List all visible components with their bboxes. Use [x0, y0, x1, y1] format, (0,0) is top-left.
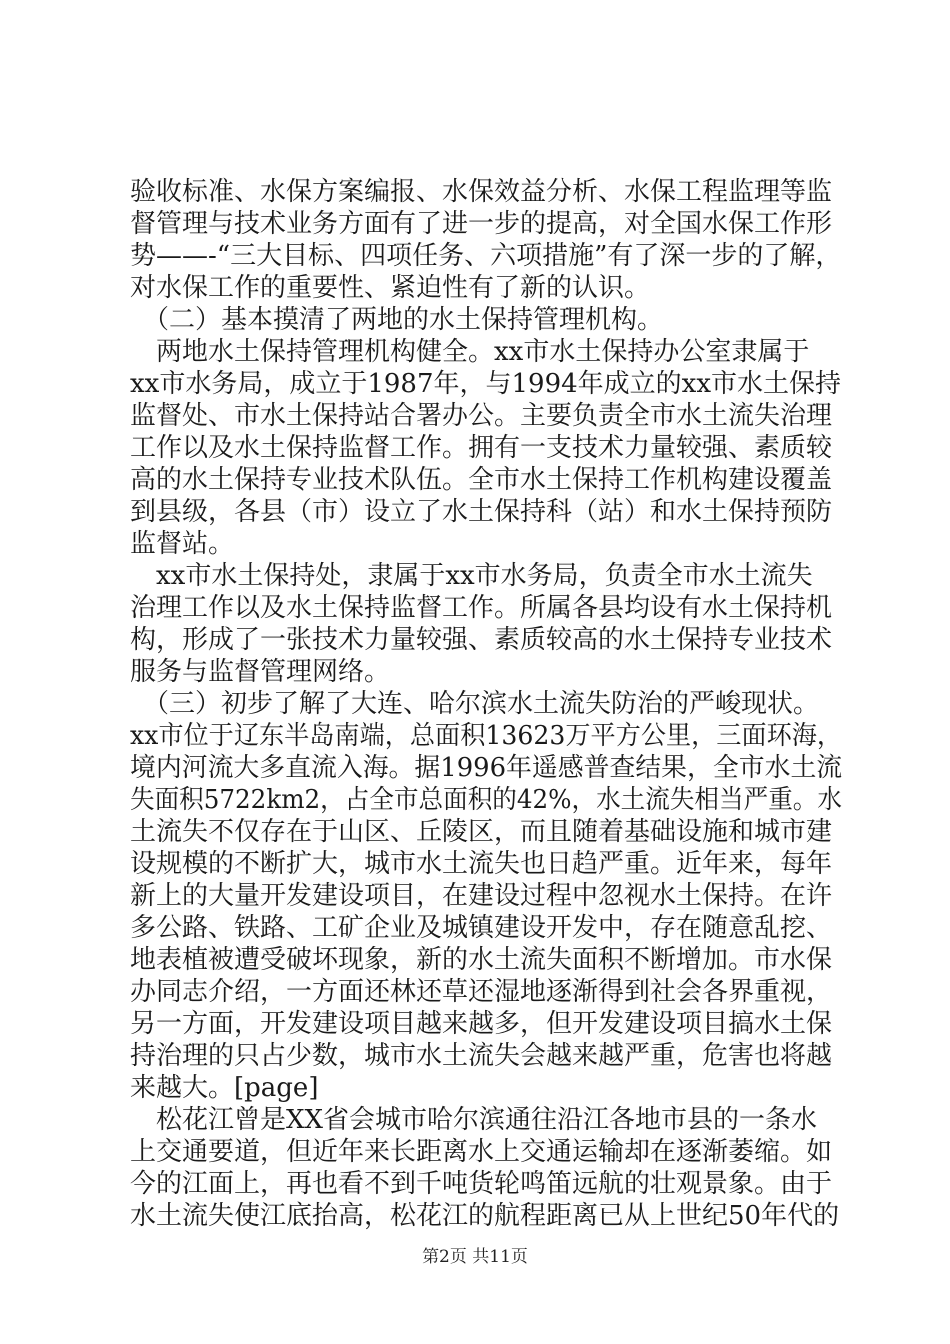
text-line: xx市水土保持处，隶属于xx市水务局，负责全市水土流失	[130, 561, 813, 591]
text-line: 土流失不仅存在于山区、丘陵区，而且随着基础设施和城市建	[130, 817, 833, 847]
text-line: 势——-“三大目标、四项任务、六项措施”有了深一步的了解，	[130, 241, 842, 271]
text-line: 松花江曾是XX省会城市哈尔滨通往沿江各地市县的一条水	[130, 1105, 818, 1135]
document-body	[130, 176, 842, 1232]
text-line: 验收标准、水保方案编报、水保效益分析、水保工程监理等监	[130, 177, 833, 207]
text-line: 工作以及水土保持监督工作。拥有一支技术力量较强、素质较	[130, 433, 833, 463]
text-line: 持治理的只占少数，城市水土流失会越来越严重，危害也将越	[130, 1041, 833, 1071]
text-line: 境内河流大多直流入海。据1996年遥感普查结果，全市水土流	[130, 753, 843, 783]
text-line: （二）基本摸清了两地的水土保持管理机构。	[130, 305, 664, 335]
text-line: 对水保工作的重要性、紧迫性有了新的认识。	[130, 273, 651, 303]
text-line: 督管理与技术业务方面有了进一步的提高，对全国水保工作形	[130, 209, 833, 239]
text-line: 两地水土保持管理机构健全。xx市水土保持办公室隶属于	[130, 337, 810, 367]
text-line: 上交通要道，但近年来长距离水上交通运输却在逐渐萎缩。如	[130, 1137, 833, 1167]
text-line: xx市位于辽东半岛南端，总面积13623万平方公里，三面环海，	[130, 721, 843, 751]
text-line: xx市水务局，成立于1987年，与1994年成立的xx市水土保持	[130, 369, 841, 399]
text-line: 另一方面，开发建设项目越来越多，但开发建设项目搞水土保	[130, 1009, 833, 1039]
text-line: 新上的大量开发建设项目，在建设过程中忽视水土保持。在许	[130, 881, 833, 911]
text-line: 水土流失使江底抬高，松花江的航程距离已从上世纪50年代的	[130, 1201, 840, 1231]
text-line: 治理工作以及水土保持监督工作。所属各县均设有水土保持机	[130, 593, 833, 623]
text-line: 高的水土保持专业技术队伍。全市水土保持工作机构建设覆盖	[130, 465, 833, 495]
text-line: 到县级，各县（市）设立了水土保持科（站）和水土保持预防	[130, 497, 833, 527]
text-line: 今的江面上，再也看不到千吨货轮鸣笛远航的壮观景象。由于	[130, 1169, 833, 1199]
text-line: 来越大。[page]	[130, 1073, 319, 1103]
text-line: 失面积5722km2，占全市总面积的42%，水土流失相当严重。水	[130, 785, 842, 815]
text-line: 设规模的不断扩大，城市水土流失也日趋严重。近年来，每年	[130, 849, 833, 879]
text-line: 办同志介绍，一方面还林还草还湿地逐渐得到社会各界重视，	[130, 977, 833, 1007]
text-line: 地表植被遭受破坏现象，新的水土流失面积不断增加。市水保	[130, 945, 833, 975]
text-line: （三）初步了解了大连、哈尔滨水土流失防治的严峻现状。	[130, 689, 820, 719]
text-line: 服务与监督管理网络。	[130, 657, 391, 687]
page-number: 第2页 共11页	[422, 1247, 528, 1267]
text-line: 构，形成了一张技术力量较强、素质较高的水土保持专业技术	[130, 625, 833, 655]
text-line: 监督处、市水土保持站合署办公。主要负责全市水土流失治理	[130, 401, 833, 431]
text-line: 监督站。	[130, 529, 235, 559]
page-footer	[0, 1246, 950, 1268]
text-line: 多公路、铁路、工矿企业及城镇建设开发中，存在随意乱挖、	[130, 913, 833, 943]
